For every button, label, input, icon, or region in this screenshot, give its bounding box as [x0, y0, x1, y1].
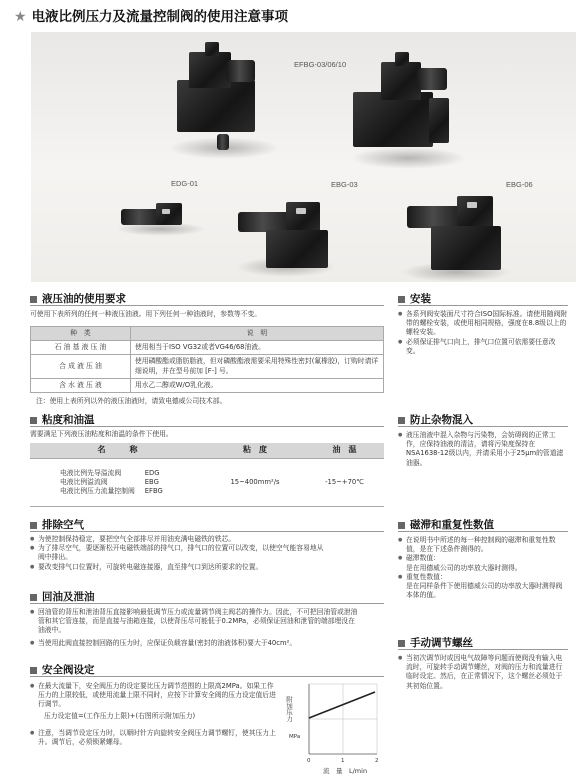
- table-cell: 使用磷酸酯或脂肪脂液，但对磷酸酯液需要采用特殊性密封(氟橡胶)，订购时请详细说明，并在型号前加 [F-] 号。: [131, 355, 384, 378]
- divider: [398, 426, 568, 427]
- efbg-valve-image-2: [351, 52, 466, 167]
- viscosity-intro: 需要满足下列液压油粘度和油温的条件下使用。: [30, 430, 173, 438]
- install-heading: 安装: [398, 292, 431, 306]
- divider: [30, 426, 384, 427]
- air-purge-heading: 排除空气: [30, 518, 84, 532]
- table-cell: [30, 458, 205, 507]
- section-marker: [398, 296, 405, 303]
- contamination-list: [398, 431, 568, 468]
- table-cell: 石 油 基 液 压 油: [31, 341, 131, 355]
- install-list: [398, 310, 568, 356]
- series-line: [309, 692, 375, 718]
- hydraulic-oil-note: 注：使用上表所列以外的液压油液时，请致电德威公司技术部。: [36, 397, 227, 405]
- table-row: [30, 458, 384, 507]
- manual-list: [398, 654, 568, 691]
- list-item: ● 液压油液中混入杂物与污染物，会妨碍阀的正常工作，应保持油液的清洁，请将污染度保持在NSA1638-12级以内，并请采用小于25μm的管道滤油器。: [398, 431, 568, 468]
- list-item: ● 在说明书中所述的每一种控制阀的磁滞和重复性数值，是在下述条件测得的。: [398, 536, 568, 554]
- divider: [398, 531, 568, 532]
- edg-label: EDG-01: [171, 179, 199, 188]
- divider: [398, 305, 568, 306]
- table-header: 粘 度: [205, 443, 305, 458]
- ebg03-label: EBG-03: [331, 180, 358, 189]
- table-header: 名 称: [30, 443, 205, 458]
- hydraulic-oil-table: [30, 326, 384, 393]
- section-marker: [30, 296, 37, 303]
- table-header: 油 温: [305, 443, 384, 458]
- list-item: ● 当初次调节时或因电气故障等问题而使阀没有输入电流时，可旋转手动调节螺丝，对阀的压力和流量进行临时设定。然后，在正常情况下，这个螺丝必须处于其初始位置。: [398, 654, 568, 691]
- section-marker: [398, 522, 405, 529]
- list-item: ● 当使用此阀直接控制回路的压力时，应保证负载容量(密封的油液体积)要大于40cm²。: [30, 639, 360, 648]
- section-marker: [30, 667, 37, 674]
- valve-model: EFBG: [144, 487, 163, 496]
- table-cell: -15~+70℃: [305, 458, 384, 507]
- x-axis-label: 流 量 L/min: [323, 767, 368, 775]
- edg-valve-image: [116, 197, 206, 237]
- hysteresis-list: [398, 536, 568, 600]
- page-title-text: 电液比例压力及流量控制阀的使用注意事项: [31, 9, 289, 26]
- valve-name: 电液比例压力流量控制阀: [60, 487, 135, 496]
- x-tick-label: 0: [307, 758, 311, 764]
- section-marker: [398, 417, 405, 424]
- table-cell: 合 成 液 压 油: [31, 355, 131, 378]
- section-marker: [30, 522, 37, 529]
- divider: [30, 603, 384, 604]
- viscosity-heading: 粘度和油温: [30, 413, 95, 427]
- table-cell: 用水乙二醇或W/O乳化液。: [131, 378, 384, 392]
- ebg06-valve-image: [401, 172, 511, 282]
- ebg06-label: EBG-06: [506, 180, 533, 189]
- valve-name: 电液比例溢流阀: [60, 477, 108, 486]
- divider: [30, 305, 384, 306]
- viscosity-table: [30, 443, 384, 507]
- table-header-row: [30, 443, 384, 458]
- table-header: 说 明: [131, 327, 384, 341]
- safety-list: [30, 682, 278, 747]
- product-photo: [31, 32, 576, 282]
- air-purge-list: [30, 535, 330, 572]
- hydraulic-oil-intro: 可使用下表所列的任何一种液压油液。用下列任何一种油液时，参数等不变。: [30, 310, 262, 318]
- table-header: 种 类: [31, 327, 131, 341]
- ebg03-valve-image: [236, 172, 336, 277]
- return-drain-heading: 回油及泄油: [30, 590, 95, 604]
- list-item: ● 各系列阀安装面尺寸符合ISO国际标准。请使用随阀附带的螺栓安装，或使用相同规格，强度在8.8级以上的螺栓安装。: [398, 310, 568, 338]
- x-tick-label: 2: [375, 758, 379, 764]
- valve-model: EDG: [144, 468, 160, 477]
- list-item: ● 重复性数值：: [398, 573, 568, 582]
- list-item: ● 磁滞数值：: [398, 554, 568, 563]
- manual-heading: 手动调节螺丝: [398, 636, 473, 650]
- table-row: [31, 341, 384, 355]
- table-cell: 使用相当于ISO VG32或者VG46/68油液。: [131, 341, 384, 355]
- list-item: ● 注意，当调节设定压力时，以顺时针方向旋转安全阀压力调节螺钉，使其压力上升。调节后，必须锁紧螺母。: [30, 729, 278, 747]
- section-marker: [30, 594, 37, 601]
- table-row: [31, 355, 384, 378]
- valve-name: 电液比例先导溢流阀: [60, 468, 122, 477]
- list-item: ● 回油管的背压和泄油背压直接影响最低调节压力或流量调节阀主阀芯的操作力。因此，不可把回油管或泄油管和其它管连接，而是直接与油箱连接，以使背压尽可能低于0.2MPa，必须保证回油和泄管的端部埋没在油液中。: [30, 608, 360, 636]
- return-drain-list: [30, 608, 360, 648]
- contamination-heading: 防止杂物混入: [398, 413, 473, 427]
- efbg-valve-image: [169, 42, 279, 157]
- hysteresis-heading: 磁滞和重复性数值: [398, 518, 494, 532]
- list-item: ● 必须保证排气口向上，排气口位置可依需要任意改变。: [398, 338, 568, 356]
- divider: [398, 649, 568, 650]
- hydraulic-oil-heading: 液压油的使用要求: [30, 292, 126, 306]
- list-item: ● 要改变排气口位置时，可旋转电磁连接器，直至排气口到达所要求的位置。: [30, 563, 330, 572]
- page-title: [14, 8, 288, 27]
- list-item-detail: 是在同样条件下使用德威公司的功率放大器时测得阀本体的值。: [406, 581, 563, 600]
- section-marker: [398, 640, 405, 647]
- safety-formula: 压力设定值=(工作压力上限)+(右图所示附加压力): [44, 711, 196, 720]
- efbg-label: EFBG-03/06/10: [294, 60, 347, 69]
- list-item: ● 为了排尽空气，要逐渐松开电磁铁端部的排气口，排气口的位置可以改变，以使空气能容易地从阀中排出。: [30, 544, 330, 562]
- list-item: ● 在最大流量下，安全阀压力的设定要比压力调节范围的上限高2MPa。如果工作压力的上限较低，或使用流量上限不同时，应按下计算安全阀的压力设定值后进行调节。: [30, 682, 278, 710]
- divider: [30, 531, 384, 532]
- valve-model: EBG: [144, 477, 159, 486]
- table-cell: 含 水 液 压 液: [31, 378, 131, 392]
- star-icon: ★: [14, 9, 27, 25]
- additional-pressure-chart: [285, 676, 385, 776]
- safety-heading: 安全阀设定: [30, 663, 95, 677]
- list-item: ● 为使控制保持稳定，要把空气全部排尽并用油充满电磁铁的铁芯。: [30, 535, 330, 544]
- x-tick-label: 1: [341, 758, 345, 764]
- table-cell: 15~400mm²/s: [205, 458, 305, 507]
- y-axis-unit: MPa: [289, 734, 301, 740]
- list-item-detail: 是在用德威公司的功率放大器时测得。: [406, 563, 522, 572]
- table-header-row: [31, 327, 384, 341]
- y-axis-label: 附加压力: [285, 696, 293, 722]
- section-marker: [30, 417, 37, 424]
- table-row: [31, 378, 384, 392]
